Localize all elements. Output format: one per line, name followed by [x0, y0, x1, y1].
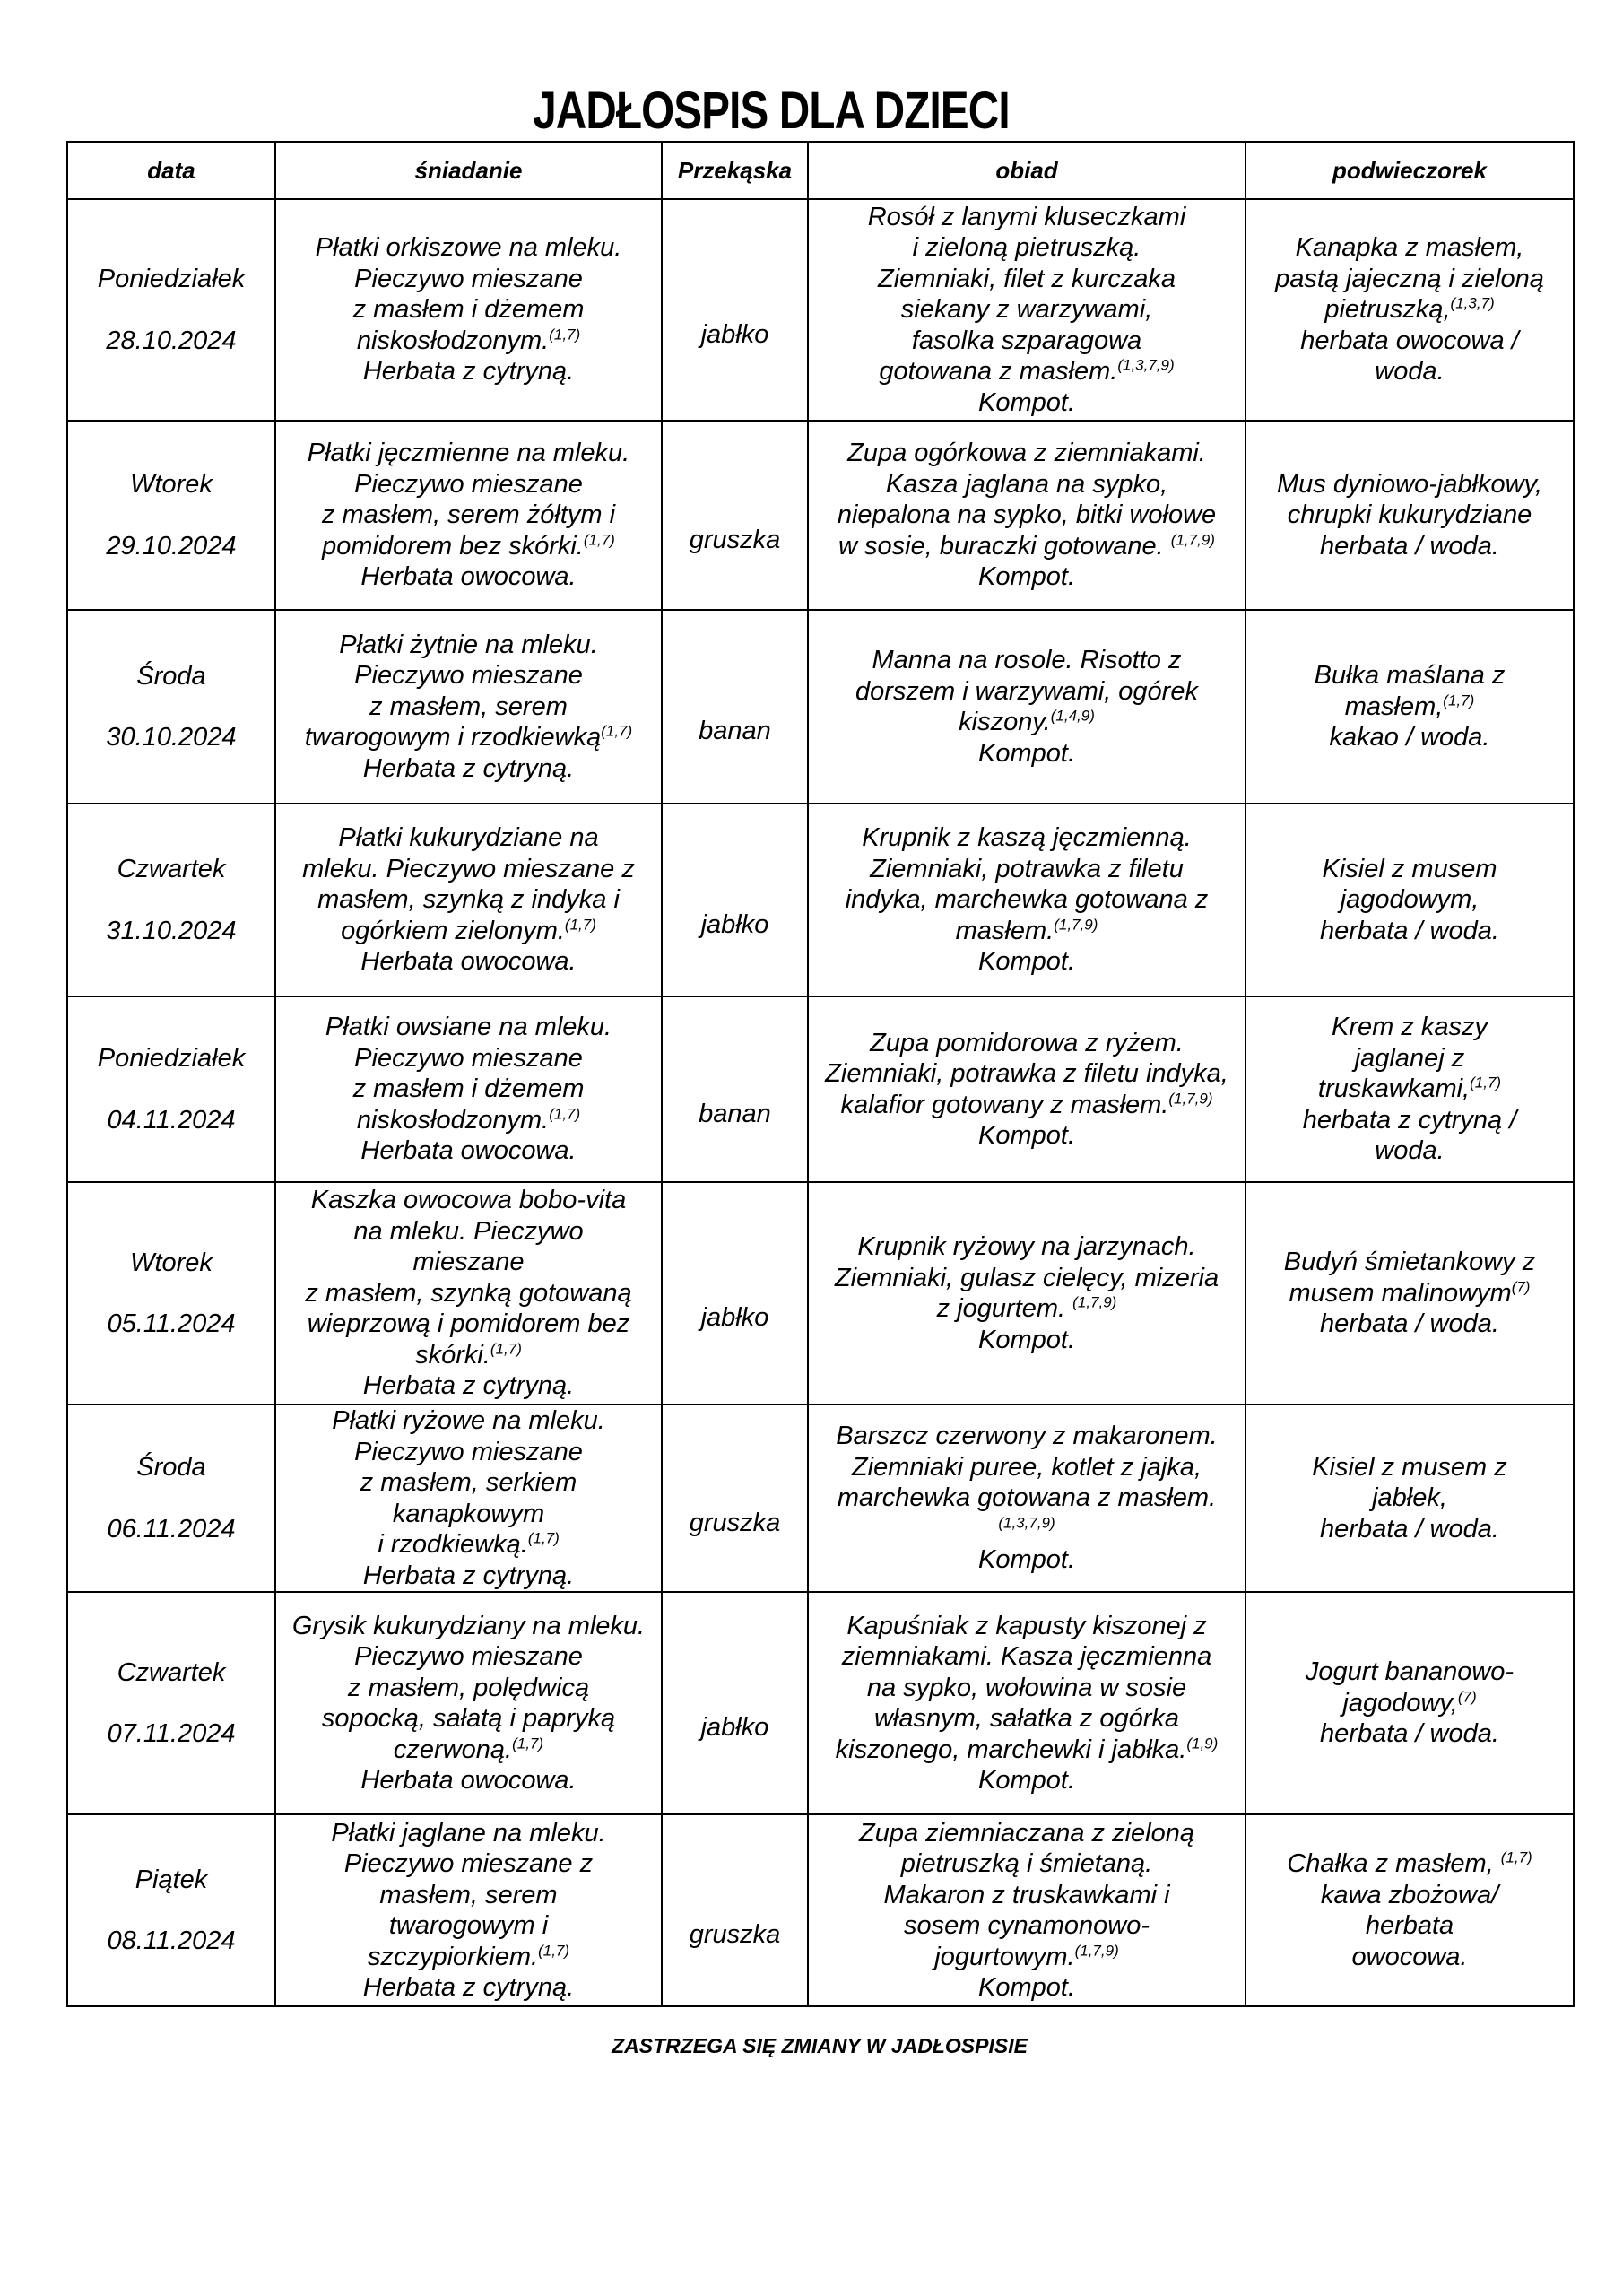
day-name: Środa [136, 661, 206, 691]
day-date: 30.10.2024 [106, 723, 237, 752]
lunch-cell [808, 1405, 1245, 1592]
table-row [67, 1814, 1574, 2006]
breakfast-cell-text-tail: Herbata z cytryną. [362, 1561, 575, 1590]
allergen-codes: (1,7) [549, 1105, 581, 1123]
lunch-cell-text-tail: Kompot. [978, 562, 1075, 592]
afternoon-snack-cell-text: Bułka maślana z masłem, [1314, 661, 1506, 721]
lunch-cell-text-tail: Kompot. [978, 387, 1075, 417]
day-cell [67, 610, 275, 804]
afternoon-snack-cell-text: Jogurt bananowo- jagodowy, [1305, 1657, 1515, 1718]
table-row [67, 421, 1574, 610]
allergen-codes: (1,3,7) [1450, 294, 1495, 312]
day-date: 06.11.2024 [107, 1514, 236, 1544]
snack-cell: jabłko [662, 199, 808, 421]
breakfast-cell-text: Kaszka owocowa bobo-vita na mleku. Pieczywo mieszane z masłem, szynką gotowaną wieprzową i pomidorem bez skórki. [305, 1186, 632, 1370]
breakfast-cell-text: Płatki żytnie na mleku. Pieczywo mieszane z masłem, serem twarogowym i rzodkiewką [304, 630, 602, 752]
breakfast-cell-text: Płatki ryżowe na mleku. Pieczywo mieszane z masłem, serkiem kanapkowym i rzodkiewką. [332, 1406, 605, 1559]
allergen-codes: (1,7) [527, 1529, 560, 1547]
snack-cell: jabłko [662, 1592, 808, 1814]
footer-note: ZASTRZEGA SIĘ ZMIANY W JADŁOSPISIE [612, 2034, 1028, 2057]
lunch-cell-text: Krupnik ryżowy na jarzynach. Ziemniaki, gulasz cielęcy, mizeria z jogurtem. [834, 1232, 1219, 1323]
snack-cell: banan [662, 996, 808, 1182]
allergen-codes: (1,7) [549, 326, 581, 344]
day-date: 28.10.2024 [106, 326, 237, 355]
allergen-codes: (1,3,7,9) [1117, 356, 1175, 374]
afternoon-snack-cell [1245, 996, 1574, 1182]
table-row [67, 610, 1574, 804]
breakfast-cell [275, 804, 662, 996]
allergen-codes: (1,3,7,9) [998, 1514, 1055, 1532]
table-row [67, 1182, 1574, 1405]
lunch-cell [808, 996, 1245, 1182]
breakfast-cell-text-tail: Herbata z cytryną. [362, 1371, 575, 1401]
lunch-cell-text-tail: Kompot. [978, 1325, 1075, 1354]
lunch-cell-text: Kapuśniak z kapusty kiszonej z ziemniakami. Kasza jęczmienna na sypko, wołowina w sosie własnym, sałatka z ogórka kiszonego, marchewki i jabłka. [835, 1611, 1212, 1764]
breakfast-cell-text-tail: Herbata z cytryną. [362, 1973, 575, 2002]
lunch-cell-text: Manna na rosole. Risotto z dorszem i warzywami, ogórek kiszony. [855, 646, 1198, 736]
breakfast-cell [275, 1405, 662, 1592]
afternoon-snack-cell [1245, 1814, 1574, 2006]
day-name: Piątek [135, 1865, 208, 1894]
lunch-cell-text-tail: Kompot. [978, 1545, 1075, 1575]
breakfast-cell-text: Płatki kukurydziane na mleku. Pieczywo mieszane z masłem, szynką z indyka i ogórkiem zielonym. [302, 823, 635, 945]
day-name: Środa [136, 1453, 206, 1482]
allergen-codes: (1,7) [1500, 1848, 1532, 1866]
afternoon-snack-cell-text-tail: kawa zbożowa/ herbata owocowa. [1320, 1880, 1499, 1971]
afternoon-snack-cell-text: Krem z kaszy jaglanej z truskawkami, [1317, 1013, 1488, 1104]
day-cell [67, 421, 275, 610]
lunch-cell-text: Barszcz czerwony z makaronem. Ziemniaki puree, kotlet z jajka, marchewka gotowana z masłem. [836, 1422, 1218, 1513]
day-name: Poniedziałek [97, 1044, 246, 1073]
allergen-codes: (1,7) [583, 531, 615, 549]
breakfast-cell-text: Płatki orkiszowe na mleku. Pieczywo mieszane z masłem i dżemem niskosłodzonym. [315, 233, 622, 355]
afternoon-snack-cell-text-tail: herbata z cytryną / woda. [1302, 1105, 1517, 1166]
menu-body [67, 199, 1574, 2006]
lunch-cell-text-tail: Kompot. [978, 1766, 1075, 1795]
lunch-cell-text: Zupa pomidorowa z ryżem. Ziemniaki, potrawka z filetu indyka, kalafior gotowany z masłem. [825, 1028, 1228, 1119]
afternoon-snack-cell-text-tail: herbata / woda. [1320, 1309, 1499, 1339]
snack-cell: jabłko [662, 1182, 808, 1405]
day-date: 07.11.2024 [107, 1719, 236, 1748]
breakfast-cell [275, 1182, 662, 1405]
afternoon-snack-cell [1245, 1182, 1574, 1405]
snack-cell: gruszka [662, 1405, 808, 1592]
lunch-cell-text: Rosół z lanymi kluseczkami i zieloną pietruszką. Ziemniaki, filet z kurczaka siekany z warzywami, fasolka szparagowa gotowana z masłem. [867, 202, 1186, 387]
allergen-codes: (1,7) [1470, 1074, 1502, 1091]
allergen-codes: (1,7) [538, 1941, 570, 1959]
lunch-cell [808, 610, 1245, 804]
afternoon-snack-cell [1245, 1405, 1574, 1592]
breakfast-cell-text: Grysik kukurydziany na mleku. Pieczywo mieszane z masłem, polędwicą sopocką, sałatą i papryką czerwoną. [291, 1611, 646, 1764]
afternoon-snack-cell-text-tail: herbata / woda. [1320, 1719, 1499, 1749]
menu-table [66, 141, 1575, 2007]
snack-cell: jabłko [662, 804, 808, 996]
breakfast-cell [275, 996, 662, 1182]
lunch-cell [808, 804, 1245, 996]
breakfast-cell-text-tail: Herbata owocowa. [360, 562, 577, 592]
day-name: Poniedziałek [97, 265, 246, 293]
day-cell [67, 1182, 275, 1405]
day-cell [67, 804, 275, 996]
allergen-codes: (1,9) [1186, 1734, 1219, 1752]
afternoon-snack-cell [1245, 804, 1574, 996]
afternoon-snack-cell-text-tail: kakao / woda. [1329, 723, 1490, 752]
breakfast-cell-text: Płatki owsiane na mleku. Pieczywo mieszane z masłem i dżemem niskosłodzonym. [325, 1013, 612, 1135]
breakfast-cell [275, 1814, 662, 2006]
table-row [67, 1405, 1574, 1592]
table-row [67, 804, 1574, 996]
lunch-cell [808, 1182, 1245, 1405]
breakfast-cell [275, 1592, 662, 1814]
lunch-cell [808, 1814, 1245, 2006]
afternoon-snack-cell [1245, 199, 1574, 421]
breakfast-cell-text-tail: Herbata owocowa. [360, 1766, 577, 1795]
afternoon-snack-cell-text: Kisiel z musem z jabłek, herbata / woda. [1312, 1452, 1507, 1544]
snack-cell: gruszka [662, 1814, 808, 2006]
breakfast-cell-text-tail: Herbata z cytryną. [362, 753, 575, 783]
lunch-cell-text: Zupa ziemniaczana z zieloną pietruszką i śmietaną. Makaron z truskawkami i sosem cynamonowo- jogurtowym. [859, 1818, 1194, 1971]
allergen-codes: (7) [1511, 1278, 1531, 1296]
header-row [67, 142, 1574, 199]
breakfast-cell-text: Płatki jaglane na mleku. Pieczywo mieszane z masłem, serem twarogowym i szczypiorkiem. [331, 1818, 606, 1971]
lunch-cell-text: Zupa ogórkowa z ziemniakami. Kasza jaglana na sypko, niepalona na sypko, bitki wołowe w sosie, buraczki gotowane. [837, 439, 1217, 561]
day-date: 29.10.2024 [106, 531, 237, 561]
day-name: Czwartek [117, 855, 226, 883]
day-cell [67, 1814, 275, 2006]
breakfast-cell-text: Płatki jęczmienne na mleku. Pieczywo mieszane z masłem, serem żółtym i pomidorem bez skórki. [307, 439, 630, 561]
allergen-codes: (1,4,9) [1050, 707, 1095, 725]
lunch-cell-text-tail: Kompot. [978, 1121, 1075, 1150]
allergen-codes: (7) [1457, 1688, 1477, 1706]
afternoon-snack-cell-text: Budyń śmietankowy z musem malinowym [1283, 1248, 1536, 1308]
allergen-codes: (1,7,9) [1170, 531, 1215, 549]
day-date: 04.11.2024 [107, 1105, 236, 1135]
snack-cell: banan [662, 610, 808, 804]
afternoon-snack-cell [1245, 610, 1574, 804]
day-cell [67, 1405, 275, 1592]
allergen-codes: (1,7,9) [1054, 916, 1098, 934]
breakfast-cell [275, 610, 662, 804]
lunch-cell-text-tail: Kompot. [978, 947, 1075, 977]
breakfast-cell-text-tail: Herbata owocowa. [360, 947, 577, 977]
allergen-codes: (1,7) [601, 722, 633, 740]
header-lunch: obiad [808, 142, 1245, 199]
allergen-codes: (1,7) [564, 916, 596, 934]
header-breakfast: śniadanie [275, 142, 662, 199]
afternoon-snack-cell-text-tail: herbata owocowa / woda. [1300, 326, 1519, 387]
afternoon-snack-cell [1245, 1592, 1574, 1814]
breakfast-cell-text-tail: Herbata z cytryną. [362, 357, 575, 387]
breakfast-cell [275, 199, 662, 421]
page-title: JADŁOSPIS DLA DZIECI [533, 82, 1010, 140]
day-name: Wtorek [130, 470, 213, 499]
allergen-codes: (1,7,9) [1168, 1089, 1213, 1107]
breakfast-cell [275, 421, 662, 610]
header-date: data [67, 142, 275, 199]
afternoon-snack-cell-text: Mus dyniowo-jabłkowy, chrupki kukurydziane herbata / woda. [1276, 469, 1543, 561]
header-afternoon-snack: podwieczorek [1245, 142, 1574, 199]
allergen-codes: (1,7) [1443, 691, 1475, 709]
allergen-codes: (1,7,9) [1074, 1941, 1119, 1959]
lunch-cell [808, 199, 1245, 421]
afternoon-snack-cell-text: Kanapka z masłem, pastą jajeczną i zieloną pietruszką, [1275, 233, 1544, 325]
lunch-cell-text-tail: Kompot. [978, 1973, 1075, 2002]
breakfast-cell-text-tail: Herbata owocowa. [360, 1136, 577, 1166]
allergen-codes: (1,7) [512, 1734, 544, 1752]
lunch-cell [808, 421, 1245, 610]
afternoon-snack-cell-text: Chałka z masłem, [1287, 1849, 1501, 1878]
day-date: 08.11.2024 [107, 1926, 236, 1955]
lunch-cell-text-tail: Kompot. [978, 738, 1075, 768]
day-cell [67, 199, 275, 421]
afternoon-snack-cell-text: Kisiel z musem jagodowym, herbata / woda. [1320, 854, 1499, 945]
allergen-codes: (1,7) [490, 1340, 522, 1358]
afternoon-snack-cell [1245, 421, 1574, 610]
day-name: Czwartek [117, 1657, 226, 1687]
allergen-codes: (1,7,9) [1072, 1293, 1117, 1311]
table-row [67, 199, 1574, 421]
day-date: 31.10.2024 [106, 916, 237, 945]
header-snack: Przekąska [662, 142, 808, 199]
day-cell [67, 996, 275, 1182]
day-cell [67, 1592, 275, 1814]
lunch-cell [808, 1592, 1245, 1814]
day-name: Wtorek [130, 1248, 213, 1277]
table-row [67, 996, 1574, 1182]
snack-cell: gruszka [662, 421, 808, 610]
table-row [67, 1592, 1574, 1814]
lunch-cell-text: Krupnik z kaszą jęczmienną. Ziemniaki, potrawka z filetu indyka, marchewka gotowana z masłem. [845, 823, 1209, 945]
day-date: 05.11.2024 [107, 1309, 236, 1338]
